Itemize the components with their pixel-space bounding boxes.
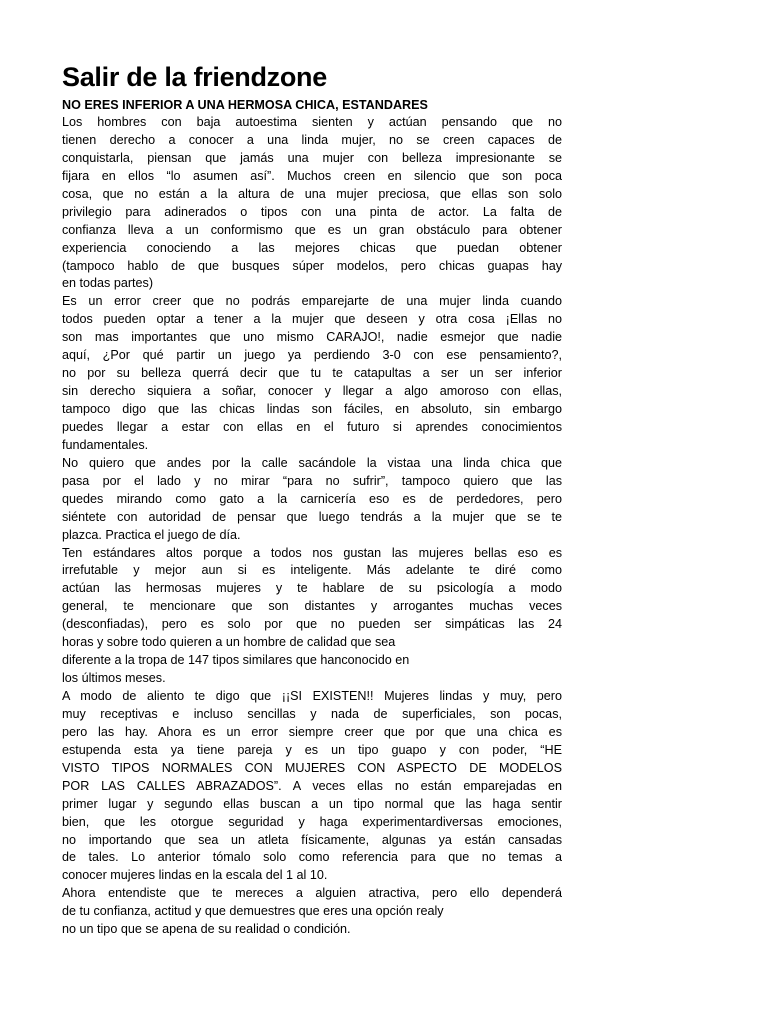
body-line: cosa, que no están a la altura de una mujer preciosa, que ellas son solo [62,186,562,201]
body-line: estupenda esta ya tiene pareja y es un tipo guapo y con poder, “HE [62,742,562,757]
body-line: Es un error creer que no podrás emparejarte de una mujer linda cuando [62,294,562,309]
body-line: privilegio para adinerados o tipos con una pinta de actor. La falta de [62,204,562,219]
body-line: POR LAS CALLES ABRAZADOS”. A veces ellas no están emparejadas en [62,778,562,793]
body-line: Ten estándares altos porque a todos nos gustan las mujeres bellas eso es [62,545,562,560]
body-line: confianza lleva a un conformismo que es un gran obstáculo para obtener [62,222,562,237]
body-line: aquí, ¿Por qué partir un juego ya perdiendo 3-0 con ese pensamiento?, [62,348,562,363]
body-line: tienen derecho a conocer a una linda mujer, no se creen capaces de [62,132,562,147]
document-page [62,58,562,939]
body-line: fijara en ellos “lo asumen así”. Muchos creen en silencio que son poca [62,168,562,183]
body-line: general, te mencionare que son distantes y arrogantes muchas veces [62,599,562,614]
body-line: son mas importantes que uno mismo CARAJO!, nadie esmejor que nadie [62,330,562,345]
body-line: conquistarla, piensan que jamás una mujer con belleza impresionante se [62,150,562,165]
document-subtitle: NO ERES INFERIOR A UNA HERMOSA CHICA, ESTANDARES [62,98,428,112]
body-line: todos pueden optar a tener a la mujer que deseen y otra cosa ¡Ellas no [62,312,562,327]
body-line: puedes llegar a estar con ellas en el futuro si aprendes conocimientos [62,419,562,434]
body-line: no importando que sea un atleta físicamente, algunas ya están cansadas [62,832,562,847]
body-line: no por su belleza querrá decir que tu te catapultas a ser un ser inferior [62,366,562,381]
body-line: plazca. Practica el juego de día. [62,527,241,542]
body-line: (tampoco hablo de que busques súper modelos, pero chicas guapas hay [62,258,562,273]
body-line: no un tipo que se apena de su realidad o condición. [62,922,351,937]
body-line: VISTO TIPOS NORMALES CON MUJERES CON ASPECTO DE MODELOS [62,760,562,775]
body-line: quedes mirando como gato a la carnicería eso es de perdedores, pero [62,491,562,506]
body-line: Ahora entendiste que te mereces a alguien atractiva, pero ello dependerá [62,886,562,901]
body-line: primer lugar y segundo ellas buscan a un tipo normal que las haga sentir [62,796,562,811]
body-line: diferente a la tropa de 147 tipos similares que hanconocido en [62,653,410,668]
document-body [62,114,562,939]
body-line: de tales. Lo anterior tómalo solo como referencia para que no temas a [62,850,562,865]
body-line: muy receptivas e incluso sencillas y nada de superficiales, son pocas, [62,706,562,721]
body-line: fundamentales. [62,437,149,452]
body-line: siéntete con autoridad de pensar que luego tendrás a la mujer que se te [62,509,562,524]
document-title: Salir de la friendzone [62,62,327,92]
body-line: de tu confianza, actitud y que demuestres que eres una opción realy [62,904,444,919]
body-line: pero las hay. Ahora es un error siempre creer que por que una chica es [62,724,562,739]
body-line: irrefutable y mejor aun si es inteligente. Más adelante te diré como [62,563,562,578]
body-line: bien, que les otorgue seguridad y haga experimentardiversas emociones, [62,814,562,829]
body-line: actúan las hermosas mujeres y te hablare de su psicología a modo [62,581,562,596]
body-line: conocer mujeres lindas en la escala del 1 al 10. [62,868,328,883]
body-line: experiencia conociendo a las mejores chicas que puedan obtener [62,240,562,255]
body-line: No quiero que andes por la calle sacándole la vistaa una linda chica que [62,455,562,470]
body-line: A modo de aliento te digo que ¡¡SI EXISTEN!! Mujeres lindas y muy, pero [62,689,562,703]
body-line: (desconfiadas), pero es solo por que no pueden ser simpáticas las 24 [62,617,562,632]
body-line: sin derecho siquiera a soñar, conocer y llegar a algo amoroso con ellas, [62,384,562,399]
body-line: tampoco digo que las chicas lindas son fáciles, en absoluto, sin embargo [62,402,562,416]
body-line: pasa por el lado y no mirar “para no sufrir”, tampoco quiero que las [62,473,562,488]
body-line: horas y sobre todo quieren a un hombre de calidad que sea [62,635,396,650]
body-line: en todas partes) [62,276,154,291]
body-line: los últimos meses. [62,671,166,686]
body-line: Los hombres con baja autoestima sienten y actúan pensando que no [62,115,562,129]
